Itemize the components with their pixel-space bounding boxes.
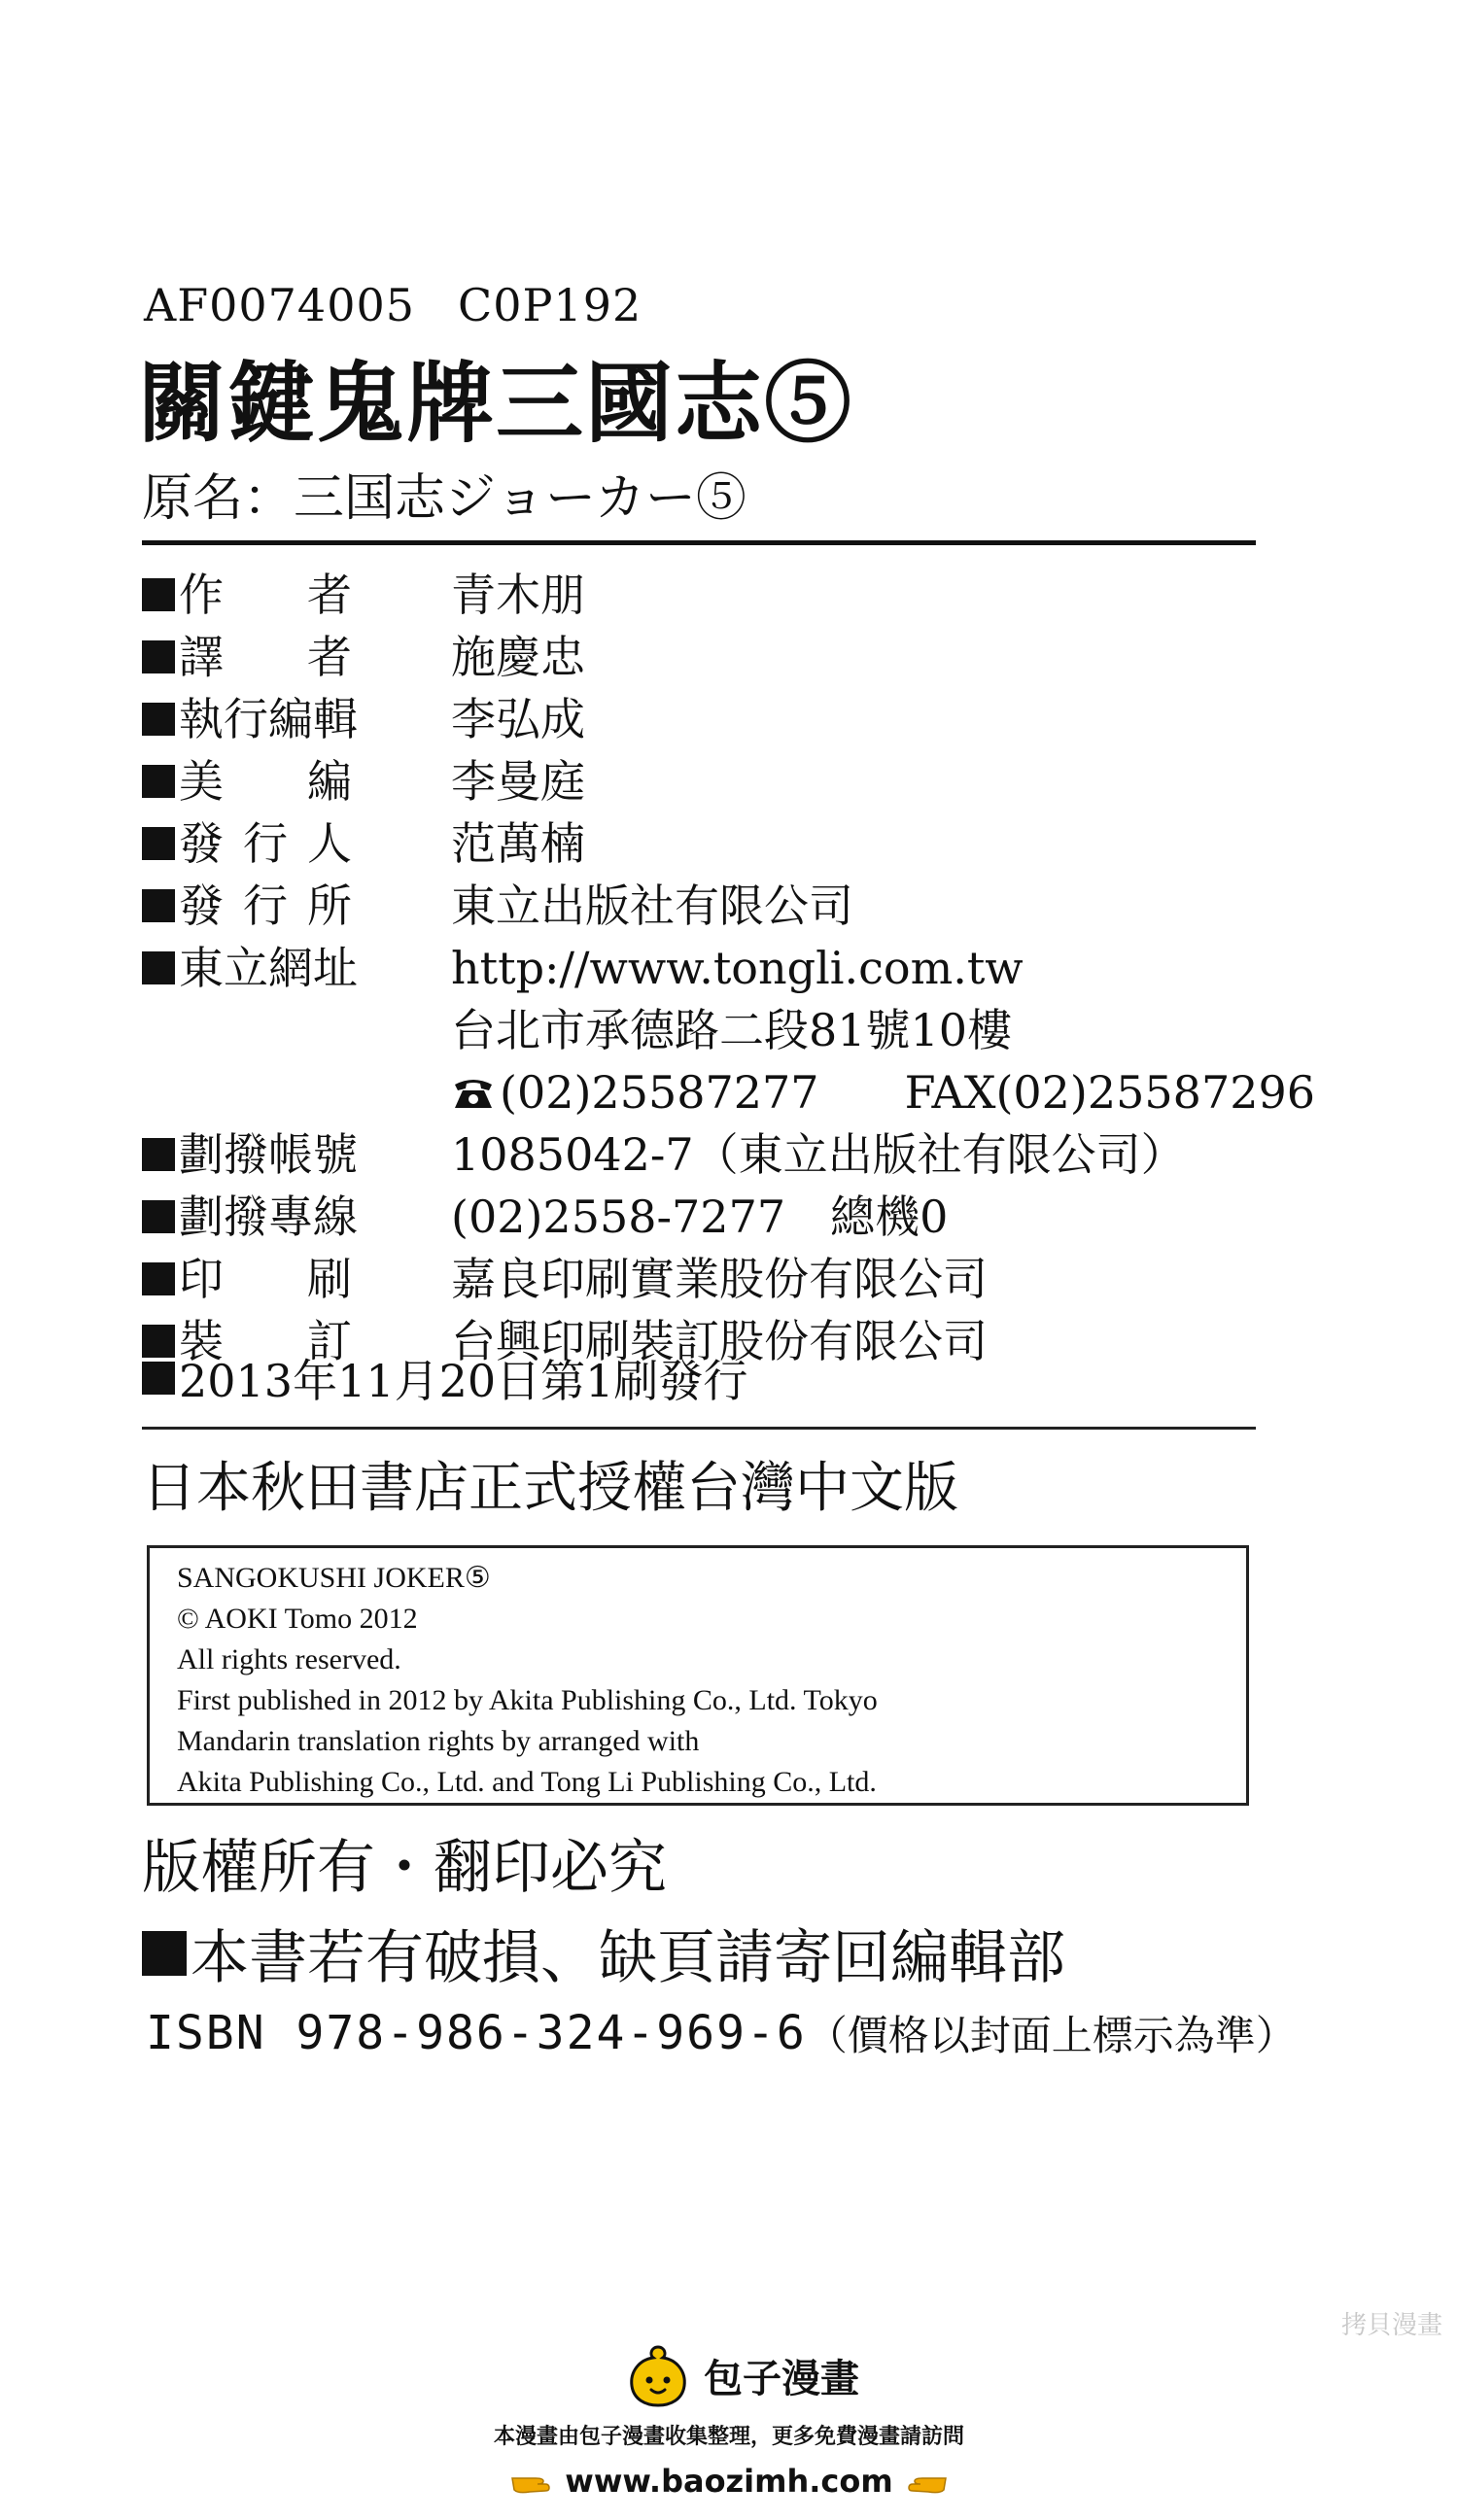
credit-row-printer <box>142 1248 1269 1310</box>
publisher-name: 東立出版社有限公司 <box>451 880 853 932</box>
bun-logo-icon <box>624 2341 692 2409</box>
corner-watermark: 拷貝漫畫 <box>1341 2311 1443 2340</box>
site-link-row[interactable] <box>0 2457 1458 2505</box>
credit-label: 美 編 <box>179 755 352 808</box>
copyright-line: Mandarin translation rights by arranged with <box>177 1725 700 1757</box>
editor-name: 李弘成 <box>451 693 585 745</box>
contact-line <box>142 1061 1316 1123</box>
bullet-square <box>142 889 175 922</box>
author-name: 青木朋 <box>451 569 585 621</box>
credit-label: 裝 訂 <box>179 1315 352 1367</box>
art-editor-name: 李曼庭 <box>451 755 585 808</box>
credit-label: 執行編輯 <box>179 693 358 745</box>
bullet-square <box>142 1262 175 1295</box>
damaged-notice: 本書若有破損、缺頁請寄回編輯部 <box>142 1913 1065 1994</box>
rights-reserved: 版權所有・翻印必究 <box>142 1834 667 1902</box>
product-code-line <box>144 274 642 336</box>
credit-label: 發 行 人 <box>179 817 352 870</box>
site-brand[interactable] <box>624 2338 859 2412</box>
title-divider <box>142 540 1256 545</box>
bullet-square <box>142 827 175 860</box>
copyright-line: Akita Publishing Co., Ltd. and Tong Li Publishing Co., Ltd. <box>177 1766 877 1798</box>
website-url: http://www.tongli.com.tw <box>451 942 1024 994</box>
price-note: （價格以封面上標示為準） <box>806 2012 1297 2059</box>
book-title: 關鍵鬼牌三國志⑤ <box>138 352 853 455</box>
account-number: 1085042-7（東立出版社有限公司） <box>451 1128 1186 1181</box>
fax-number: FAX(02)25587296 <box>904 1066 1316 1119</box>
credit-row-art-editor <box>142 750 1269 812</box>
bullet-square <box>142 1362 175 1395</box>
credit-row-account <box>142 1123 1269 1186</box>
binder-name: 台興印刷裝訂股份有限公司 <box>451 1315 988 1367</box>
pointing-hand-icon <box>510 2465 553 2498</box>
credit-label: 劃撥帳號 <box>179 1128 358 1181</box>
credit-row-translator <box>142 626 1269 688</box>
copyright-line: SANGOKUSHI JOKER⑤ <box>177 1562 491 1594</box>
credit-label: 印 刷 <box>179 1253 352 1305</box>
credit-row-publisher <box>142 875 1269 937</box>
site-url[interactable]: www.baozimh.com <box>565 2463 893 2500</box>
bullet-square <box>142 1138 175 1171</box>
brand-name: 包子漫畫 <box>704 2356 859 2401</box>
bullet-square <box>142 578 175 611</box>
bullet-square <box>142 1931 187 1976</box>
credit-label: 劃撥專線 <box>179 1191 358 1243</box>
copyright-line: First published in 2012 by Akita Publishing Co., Ltd. Tokyo <box>177 1684 878 1716</box>
pointing-hand-icon <box>905 2465 948 2498</box>
copyright-box <box>147 1545 1249 1806</box>
copyright-line: © AOKI Tomo 2012 <box>177 1603 418 1635</box>
license-statement: 日本秋田書店正式授權台灣中文版 <box>142 1457 958 1520</box>
printer-name: 嘉良印刷實業股份有限公司 <box>451 1253 988 1305</box>
address-line: 台北市承德路二段81號10樓 <box>451 1004 1013 1056</box>
credit-label: 發 行 所 <box>179 880 352 932</box>
release-date: 2013年11月20日第1刷發行 <box>142 1347 747 1409</box>
credits-list <box>142 564 1316 1372</box>
credit-row-publisher-person <box>142 812 1269 875</box>
copyright-line: All rights reserved. <box>177 1643 401 1675</box>
site-notice: 本漫畫由包子漫畫收集整理，更多免費漫畫請訪問 <box>493 2425 964 2449</box>
bullet-square <box>142 765 175 798</box>
bullet-square <box>142 640 175 673</box>
bullet-square <box>142 703 175 736</box>
original-title: 原名：三国志ジョーカー⑤ <box>142 469 746 528</box>
credit-row-author <box>142 564 1269 626</box>
publisher-person-name: 范萬楠 <box>451 817 585 870</box>
bullet-square <box>142 1200 175 1233</box>
credit-row-website <box>142 937 1269 999</box>
translator-name: 施慶忠 <box>451 631 585 683</box>
phone-number: (02)25587277 <box>500 1066 819 1119</box>
isbn-number: ISBN 978-986-324-969-6 <box>146 2006 807 2060</box>
telephone-icon <box>451 1077 496 1110</box>
credit-label: 東立網址 <box>179 942 358 994</box>
product-code: AF0074005 <box>144 279 416 331</box>
credit-row-hotline <box>142 1186 1269 1248</box>
classification-code: C0P192 <box>458 279 642 331</box>
bullet-square <box>142 951 175 984</box>
credit-row-editor <box>142 688 1269 750</box>
credit-label: 譯 者 <box>179 631 352 683</box>
credit-label: 作 者 <box>179 569 352 621</box>
hotline-number: (02)2558-7277 總機0 <box>451 1191 949 1243</box>
section-divider <box>142 1427 1256 1430</box>
isbn-row <box>146 1996 1297 2070</box>
